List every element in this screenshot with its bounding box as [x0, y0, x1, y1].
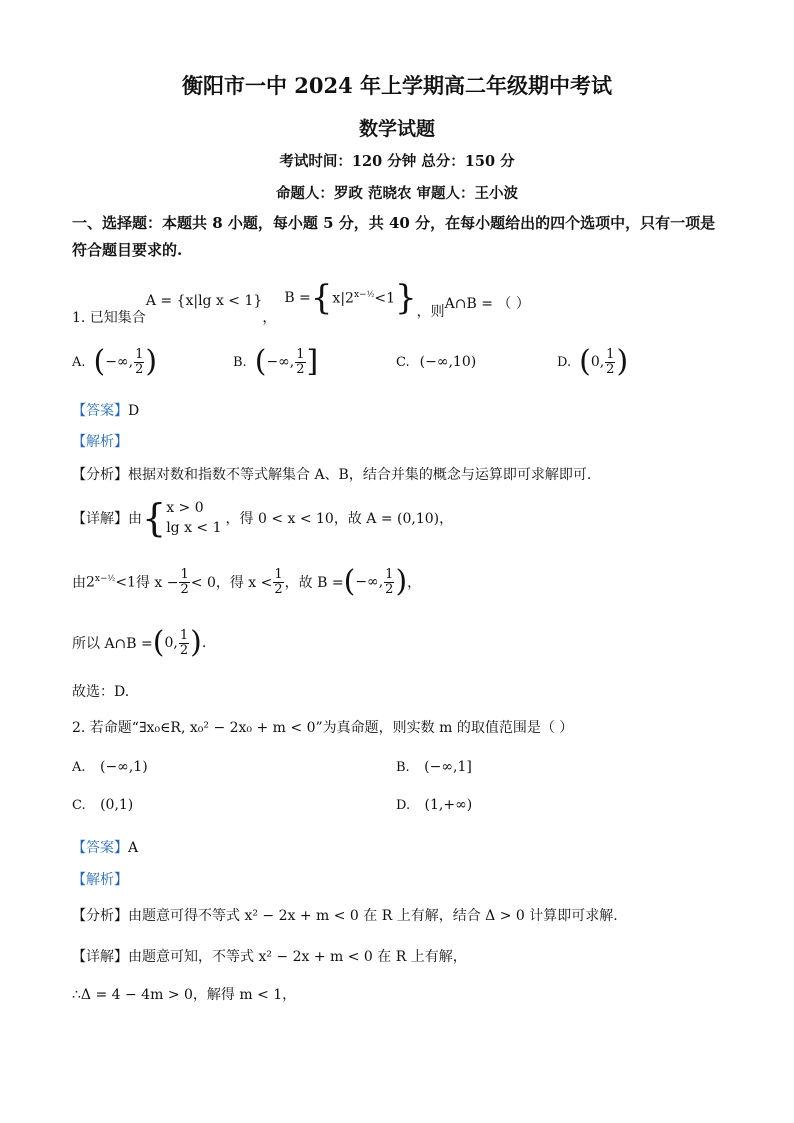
detail-tag: 【详解】 — [72, 511, 128, 527]
q1-analysis-tag — [72, 431, 128, 451]
answer-tag: 【答案】 — [72, 403, 128, 419]
q1-option-d — [557, 342, 628, 382]
fraction-half — [273, 568, 283, 597]
q1-detail-1 — [72, 496, 453, 540]
exp-inequality: $2^{x-\frac{1}{2}}<1$ — [86, 573, 136, 591]
exam-title: 衡阳市一中 2024 年上学期高二年级期中考试 — [181, 73, 613, 98]
frac-den: 2 — [135, 361, 144, 377]
paren-open: ( — [254, 344, 267, 379]
detail-text: 由题意可知，不等式 x² − 2x + m < 0 在 R 上有解， — [128, 949, 467, 965]
detail-text: ， — [407, 575, 422, 591]
paren-close: ) — [145, 344, 158, 379]
q1-option-b-left: −∞, — [266, 354, 295, 370]
q2-analysis-tag — [72, 869, 128, 889]
q1-set-b-body: $x|2^{x-\frac{1}{2}}<1$ — [332, 289, 395, 307]
frac-num: 1 — [135, 346, 144, 362]
fenxi-tag: 【分析】 — [72, 908, 128, 924]
q1-set-a: A = {x|lg x < 1} — [145, 293, 263, 309]
fraction-half — [179, 568, 189, 597]
q1-option-c — [396, 342, 476, 382]
q2-option-b-value: (−∞,1] — [424, 759, 472, 775]
frac-num: 1 — [180, 566, 189, 582]
q1-detail-3 — [72, 623, 206, 663]
answer-value: D — [128, 403, 140, 419]
q2-option-c-letter: C. — [72, 798, 86, 813]
q1-option-d-letter: D. — [557, 354, 572, 370]
frac-den: 2 — [180, 581, 189, 597]
q1-option-c-letter: C. — [396, 354, 410, 370]
q1-option-d-left: 0, — [590, 354, 605, 370]
q1-option-a-left: −∞, — [105, 354, 134, 370]
q1-fenxi — [72, 464, 591, 484]
author-info: 命题人：罗政 范晓农 审题人：王小波 — [275, 185, 519, 202]
detail-text: 由 — [72, 575, 86, 591]
q1-comma: ， — [262, 310, 277, 326]
detail-text: ，得 0 < x < 10，故 A = (0,10)， — [225, 511, 454, 527]
q2-option-d-value: (1,+∞) — [424, 797, 473, 813]
interval-left: −∞, — [355, 574, 384, 590]
frac-num: 1 — [296, 346, 305, 362]
q1-set-b-lbrace: { — [310, 278, 333, 318]
q1-option-a — [72, 342, 157, 382]
system-brace: { — [142, 496, 167, 540]
detail-text: . — [201, 635, 207, 651]
analysis-tag: 【解析】 — [72, 872, 128, 888]
q1-set-b — [284, 278, 416, 318]
section-heading: 一、选择题：本题共 8 小题，每小题 5 分，共 40 分，在每小题给出的四个选项中，只有一项是符合题目要求的. — [72, 214, 716, 259]
inequality-system — [166, 498, 221, 538]
q2-option-c — [72, 797, 133, 813]
q2-option-a — [72, 759, 148, 775]
frac-den: 2 — [385, 581, 394, 597]
frac-den: 2 — [296, 361, 305, 377]
fraction-half — [179, 629, 189, 658]
paren-open: ( — [579, 344, 591, 379]
subject-title: 数学试题 — [358, 118, 435, 140]
fenxi-text: 根据对数和指数不等式解集合 A、B，结合并集的概念与运算即可求解即可. — [128, 467, 592, 483]
detail-tag: 【详解】 — [72, 949, 128, 965]
frac-den: 2 — [606, 361, 615, 377]
q1-answer — [72, 400, 139, 420]
detail-text: 所以 A∩B = — [72, 636, 153, 652]
fraction-half — [134, 348, 144, 377]
q2-fenxi — [72, 905, 618, 925]
q2-option-a-letter: A. — [72, 760, 86, 775]
frac-num: 1 — [606, 346, 615, 362]
q2-option-b-letter: B. — [396, 760, 410, 775]
q1-option-a-letter: A. — [72, 354, 86, 370]
system-line-1: x > 0 — [166, 500, 204, 516]
q1-intersection: A∩B = （ ） — [444, 296, 530, 312]
paren-open: ( — [93, 344, 106, 379]
detail-text: ，故 B = — [284, 575, 344, 591]
q2-option-a-value: (−∞,1) — [99, 759, 148, 775]
q1-set-b-rbrace: } — [394, 278, 417, 318]
frac-num: 1 — [274, 566, 283, 582]
question-1-stem — [72, 280, 530, 330]
q1-option-b-letter: B. — [233, 354, 247, 370]
exam-info: 考试时间：120 分钟 总分：150 分 — [279, 153, 515, 170]
q1-detail-2 — [72, 562, 421, 602]
answer-value: A — [128, 840, 139, 856]
q2-option-d — [396, 797, 472, 813]
analysis-tag: 【解析】 — [72, 434, 128, 450]
fraction-half — [605, 348, 615, 377]
frac-num: 1 — [385, 566, 394, 582]
q1-conclusion: 故选：D. — [72, 684, 130, 700]
paren-close: ) — [190, 625, 202, 660]
fraction-half — [295, 348, 305, 377]
q1-prefix: 1. 已知集合 — [72, 310, 146, 326]
fenxi-tag: 【分析】 — [72, 467, 128, 483]
paren-close: ) — [616, 344, 629, 379]
q1-option-c-value: (−∞,10) — [419, 354, 477, 370]
paren-open: ( — [343, 564, 356, 599]
q1-suffix: ，则 — [416, 304, 445, 320]
detail-text: 由 — [128, 511, 142, 527]
system-line-2: lg x < 1 — [166, 520, 222, 536]
frac-num: 1 — [179, 627, 189, 643]
paren-open: ( — [152, 625, 165, 660]
q2-option-c-value: (0,1) — [100, 797, 134, 813]
q2-detail-2: ∴Δ = 4 − 4m > 0，解得 m < 1， — [72, 987, 297, 1003]
q2-option-d-letter: D. — [396, 798, 411, 813]
answer-tag: 【答案】 — [72, 840, 128, 856]
bracket-close: ] — [306, 344, 319, 379]
question-2-stem: 2. 若命题“∃x₀∈R, x₀² − 2x₀ + m < 0”为真命题，则实数 m 的取值范围是（ ） — [72, 720, 574, 736]
paren-close: ) — [395, 564, 408, 599]
q2-answer — [72, 837, 138, 857]
frac-den: 2 — [179, 642, 189, 658]
interval-left: 0, — [164, 635, 178, 651]
detail-text: < 0，得 x < — [190, 575, 273, 591]
fenxi-text: 由题意可得不等式 x² − 2x + m < 0 在 R 上有解，结合 Δ > 0 计算即可求解. — [128, 908, 618, 924]
frac-den: 2 — [274, 581, 283, 597]
q1-option-b — [233, 342, 318, 382]
detail-text: 得 x − — [135, 575, 179, 591]
q2-detail-1 — [72, 946, 467, 966]
q2-option-b — [396, 759, 472, 775]
q1-set-b-prefix: B = — [284, 290, 311, 306]
fraction-half — [384, 568, 394, 597]
